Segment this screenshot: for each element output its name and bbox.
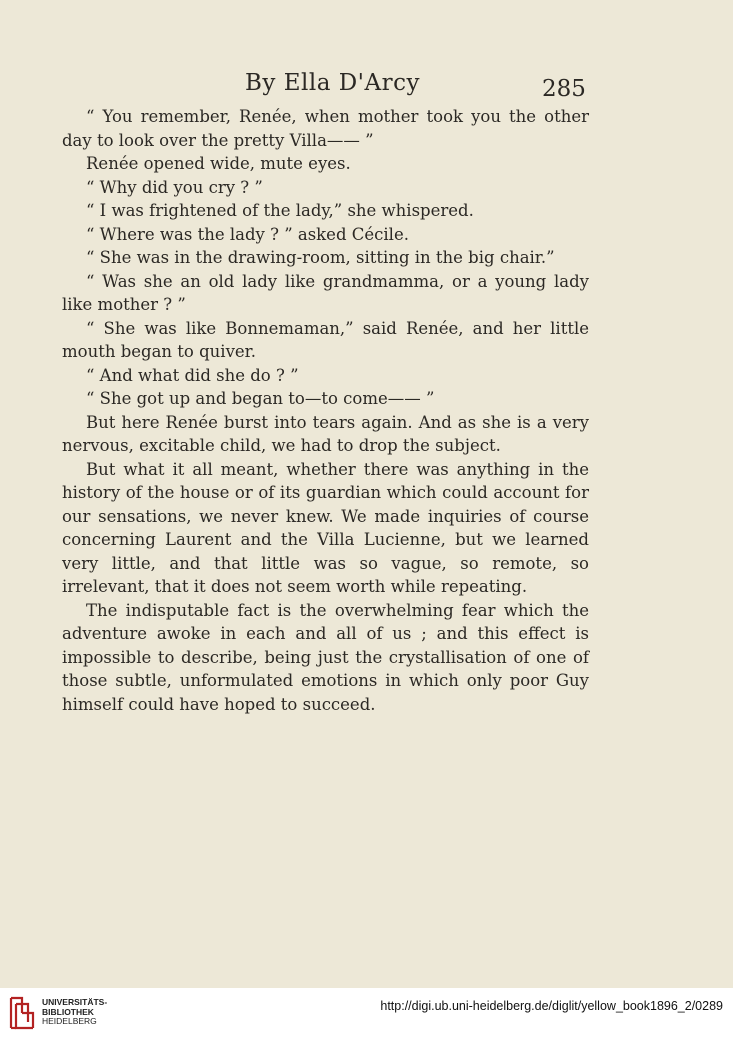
paragraph: “ She got up and began to—to come—— ” (86, 389, 435, 408)
paragraph: But here Renée burst into tears again. And as she is a very nervous, excitable child, we had to drop the subject. (62, 412, 589, 455)
library-name-line: HEIDELBERG (42, 1016, 97, 1026)
paragraph: “ She was in the drawing-room, sitting in the big chair.” (86, 248, 555, 267)
viewer-footer (0, 988, 733, 1040)
running-head: By Ella D'Arcy (245, 70, 420, 96)
paragraph: “ Was she an old lady like grandmamma, or a young lady like mother ? ” (62, 271, 589, 314)
paragraph: “ Where was the lady ? ” asked Cécile. (86, 224, 409, 244)
heidelberg-library-logo-icon[interactable] (8, 995, 36, 1031)
paragraph: “ I was frightened of the lady,” she whispered. (86, 201, 474, 220)
paragraph: Renée opened wide, mute eyes. (86, 154, 351, 173)
page-number: 285 (542, 76, 586, 102)
paragraph: “ You remember, Renée, when mother took you the other day to look over the pretty Villa—— ” (62, 107, 589, 150)
library-name-line: UNIVERSITÄTS- (42, 997, 108, 1007)
library-name (42, 998, 107, 1027)
paragraph: But what it all meant, whether there was anything in the history of the house or of its guardian which could account for our sensations, we never knew. We made inquiries of course concerning Laurent and the Villa Lucienne, but we learned very little, and that little was so vague, so remote, so irrelevant, that it does not seem worth while repeating. (62, 459, 589, 596)
library-name-line: BIBLIOTHEK (42, 1006, 94, 1017)
paragraph: “ And what did she do ? ” (86, 365, 299, 385)
paragraph: The indisputable fact is the overwhelming fear which the adventure awoke in each and all of us ; and this effect is impossible to describe, being just the crystallisation of one of those subtle, unformulated emotions in which only poor Guy himself could have hoped to succeed. (62, 600, 589, 714)
paragraph: “ Why did you cry ? ” (86, 177, 263, 197)
paragraph: “ She was like Bonnemaman,” said Renée, and her little mouth began to quiver. (62, 318, 589, 361)
source-url-link[interactable]: http://digi.ub.uni-heidelberg.de/diglit/yellow_book1896_2/0289 (380, 999, 723, 1013)
body-text (62, 105, 589, 716)
